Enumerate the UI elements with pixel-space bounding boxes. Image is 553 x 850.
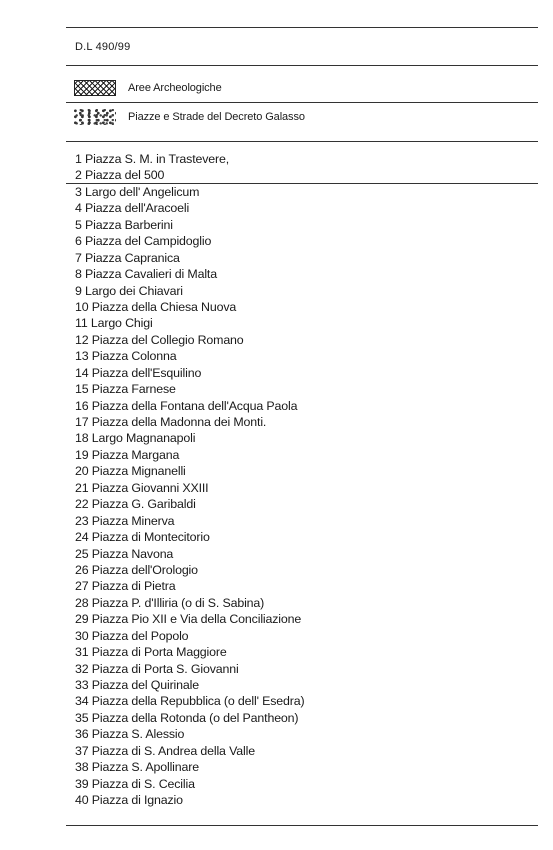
list-item (75, 283, 304, 299)
list-item (75, 628, 304, 644)
item-number: 4 (75, 201, 82, 216)
list-item (75, 315, 304, 331)
item-number: 3 (75, 184, 82, 199)
item-name: Largo Magnanapoli (91, 431, 196, 446)
item-name: Piazza Giovanni XXIII (91, 480, 209, 495)
item-number: 9 (75, 283, 82, 298)
item-number: 15 (75, 382, 89, 397)
list-item (75, 250, 304, 266)
item-number: 10 (75, 299, 89, 314)
list-item (75, 365, 304, 381)
item-name: Piazza P. d'Illiria (o di S. Sabina) (91, 595, 265, 610)
item-name: Piazza Colonna (91, 349, 177, 364)
item-name: Piazza Barberini (85, 217, 173, 232)
list-item (75, 167, 304, 183)
item-number: 2 (75, 168, 82, 183)
list-item (75, 332, 304, 348)
item-number: 24 (75, 530, 89, 545)
legend-rule (66, 102, 538, 103)
item-number: 22 (75, 497, 89, 512)
item-name: Piazza S. M. in Trastevere, (85, 152, 230, 166)
item-number: 29 (75, 612, 89, 627)
list-item (75, 381, 304, 397)
item-number: 27 (75, 579, 89, 594)
list-item (75, 759, 304, 775)
legend-label-squares: Piazze e Strade del Decreto Galasso (128, 111, 305, 123)
item-number: 33 (75, 678, 89, 692)
item-number: 37 (75, 743, 89, 758)
list-item (75, 447, 304, 463)
item-number: 40 (75, 793, 89, 808)
list-item (75, 480, 304, 496)
item-name: Piazza di Ignazio (91, 793, 183, 808)
squares-list (75, 151, 304, 809)
item-name: Piazza Mignanelli (91, 464, 186, 479)
list-item (75, 562, 304, 578)
list-item (75, 726, 304, 742)
item-name: Piazza dell'Esquilino (91, 365, 202, 380)
item-name: Piazza della Rotonda (o del Pantheon) (91, 710, 299, 725)
item-name: Piazza del Collegio Romano (91, 332, 244, 347)
list-top-rule (66, 141, 538, 142)
item-number: 20 (75, 464, 89, 479)
list-item (75, 595, 304, 611)
item-name: Largo Chigi (90, 316, 153, 331)
list-item (75, 776, 304, 792)
item-name: Piazza dell'Aracoeli (85, 201, 190, 216)
list-item (75, 710, 304, 726)
list-item (75, 151, 304, 167)
item-name: Piazza Cavalieri di Malta (85, 267, 217, 282)
item-name: Piazza di Montecitorio (91, 530, 210, 545)
item-number: 1 (75, 152, 82, 166)
item-name: Piazza S. Apollinare (91, 760, 199, 775)
item-number: 35 (75, 710, 89, 725)
item-name: Piazza di Porta Maggiore (91, 645, 227, 660)
item-name: Piazza Margana (91, 447, 180, 462)
item-name: Piazza G. Garibaldi (91, 497, 196, 512)
item-number: 18 (75, 431, 89, 446)
item-name: Piazza S. Alessio (91, 727, 185, 742)
item-number: 13 (75, 349, 89, 364)
item-name: Piazza Farnese (91, 382, 176, 397)
list-item (75, 677, 304, 693)
list-item (75, 299, 304, 315)
list-item (75, 513, 304, 529)
list-item (75, 233, 304, 249)
item-name: Piazza Capranica (85, 250, 180, 265)
list-item (75, 792, 304, 808)
item-name: Piazza di Porta S. Giovanni (91, 661, 239, 676)
item-number: 25 (75, 546, 89, 561)
list-item (75, 578, 304, 594)
item-number: 7 (75, 250, 82, 265)
item-number: 30 (75, 628, 89, 643)
item-number: 21 (75, 480, 89, 495)
item-number: 34 (75, 694, 89, 709)
list-item (75, 217, 304, 233)
item-number: 12 (75, 332, 89, 347)
bottom-rule (66, 825, 538, 826)
item-number: 16 (75, 398, 89, 413)
item-name: Piazza del Quirinale (91, 678, 199, 692)
item-number: 17 (75, 415, 89, 429)
header-rule (66, 65, 538, 66)
item-number: 8 (75, 267, 82, 282)
item-number: 23 (75, 513, 89, 528)
item-number: 19 (75, 447, 89, 462)
list-item (75, 430, 304, 446)
list-item (75, 611, 304, 627)
hatched-swatch-icon (74, 80, 116, 96)
list-item (75, 414, 304, 430)
legend-label-archaeological: Aree Archeologiche (128, 82, 222, 94)
list-item (75, 644, 304, 660)
item-name: Piazza della Fontana dell'Acqua Paola (91, 398, 298, 413)
item-name: Piazza di Pietra (91, 579, 176, 594)
item-name: Piazza del Popolo (91, 628, 189, 643)
item-number: 31 (75, 645, 89, 660)
list-item (75, 266, 304, 282)
item-number: 5 (75, 217, 82, 232)
item-name: Largo dei Chiavari (85, 283, 183, 298)
list-item (75, 546, 304, 562)
item-number: 11 (75, 316, 88, 331)
item-name: Piazza dell'Orologio (91, 562, 198, 577)
item-number: 38 (75, 760, 89, 775)
item-name: Piazza della Madonna dei Monti. (91, 415, 267, 429)
item-name: Piazza Minerva (91, 513, 175, 528)
item-number: 39 (75, 776, 89, 791)
item-name: Piazza del Campidoglio (85, 234, 212, 249)
item-name: Piazza Pio XII e Via della Conciliazione (91, 612, 302, 627)
legend-archaeological (74, 78, 222, 98)
list-item (75, 661, 304, 677)
item-name: Piazza del 500 (85, 168, 165, 183)
speckled-swatch-icon (74, 109, 116, 125)
list-item (75, 529, 304, 545)
item-name: Largo dell' Angelicum (85, 184, 200, 199)
item-name: Piazza di S. Cecilia (91, 776, 195, 791)
divider-after-item-2 (66, 183, 538, 184)
list-item (75, 398, 304, 414)
item-number: 36 (75, 727, 89, 742)
item-number: 32 (75, 661, 89, 676)
item-number: 14 (75, 365, 89, 380)
item-name: Piazza della Chiesa Nuova (91, 299, 237, 314)
list-item (75, 743, 304, 759)
item-name: Piazza di S. Andrea della Valle (91, 743, 255, 758)
decree-code: D.L 490/99 (75, 41, 131, 53)
list-item (75, 348, 304, 364)
legend-squares-streets (74, 107, 305, 127)
list-item (75, 693, 304, 709)
list-item (75, 200, 304, 216)
top-rule (66, 27, 538, 28)
item-number: 28 (75, 595, 89, 610)
list-item (75, 184, 304, 200)
list-item (75, 496, 304, 512)
item-name: Piazza Navona (91, 546, 174, 561)
item-number: 26 (75, 562, 89, 577)
item-name: Piazza della Repubblica (o dell' Esedra) (91, 694, 305, 709)
item-number: 6 (75, 234, 82, 249)
list-item (75, 463, 304, 479)
